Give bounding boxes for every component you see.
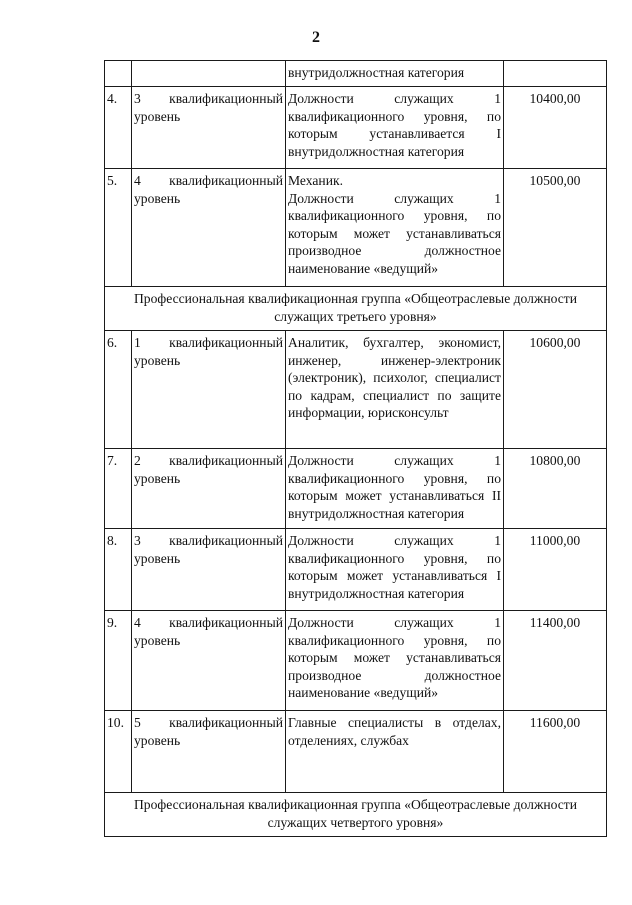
qualification-level: 3 квалификационный уровень [132,87,286,169]
position-description: внутридолжностная категория [286,61,504,87]
row-number: 4. [105,87,132,169]
salary-value: 11400,00 [504,611,607,711]
position-description: Аналитик, бухгалтер, экономист, инженер, инженер-электроник (электроник), психолог, специалист по кадрам, специалист по защите информации, юрисконсульт [286,331,504,449]
qualification-level: 3 квалификационный уровень [132,529,286,611]
salary-value: 11000,00 [504,529,607,611]
page-number: 2 [312,29,320,46]
qualification-level: 4 квалификационный уровень [132,169,286,287]
table-row [105,611,607,711]
position-description: Должности служащих 1 квалификационного уровня, по которым может устанавливаться производное должностное наименование «ведущий» [286,611,504,711]
position-description: Должности служащих 1 квалификационного уровня, по которым может устанавливаться I внутридолжностная категория [286,529,504,611]
position-description: Главные специалисты в отделах, отделениях, службах [286,711,504,793]
salary-value: 10500,00 [504,169,607,287]
qualification-group-title: Профессиональная квалификационная группа «Общеотраслевые должности служащих третьего уровня» [105,287,607,331]
group-heading-row [105,287,607,331]
salary-value: 10800,00 [504,449,607,529]
salary-value: 11600,00 [504,711,607,793]
row-number: 10. [105,711,132,793]
row-number: 7. [105,449,132,529]
qualification-level: 1 квалификационный уровень [132,331,286,449]
table-row [105,449,607,529]
table-row [105,529,607,611]
qualification-group-title: Профессиональная квалификационная группа «Общеотраслевые должности служащих четвертого уровня» [105,793,607,837]
row-number: 9. [105,611,132,711]
row-number: 5. [105,169,132,287]
position-description: Механик. Должности служащих 1 квалификационного уровня, по которым может устанавливаться производное должностное наименование «ведущий» [286,169,504,287]
table-row [105,711,607,793]
qualification-level: 5 квалификационный уровень [132,711,286,793]
table-row [105,331,607,449]
group-heading-row [105,793,607,837]
qualification-level: 4 квалификационный уровень [132,611,286,711]
table-row [105,61,607,87]
table-row [105,87,607,169]
qualification-level [132,61,286,87]
salary-value: 10400,00 [504,87,607,169]
salary-value: 10600,00 [504,331,607,449]
qualification-level: 2 квалификационный уровень [132,449,286,529]
position-description: Должности служащих 1 квалификационного уровня, по которым может устанавливаться II внутридолжностная категория [286,449,504,529]
position-description: Должности служащих 1 квалификационного уровня, по которым устанавливается I внутридолжностная категория [286,87,504,169]
salary-value [504,61,607,87]
row-number: 8. [105,529,132,611]
row-number [105,61,132,87]
salary-table [104,60,607,837]
row-number: 6. [105,331,132,449]
table-row [105,169,607,287]
